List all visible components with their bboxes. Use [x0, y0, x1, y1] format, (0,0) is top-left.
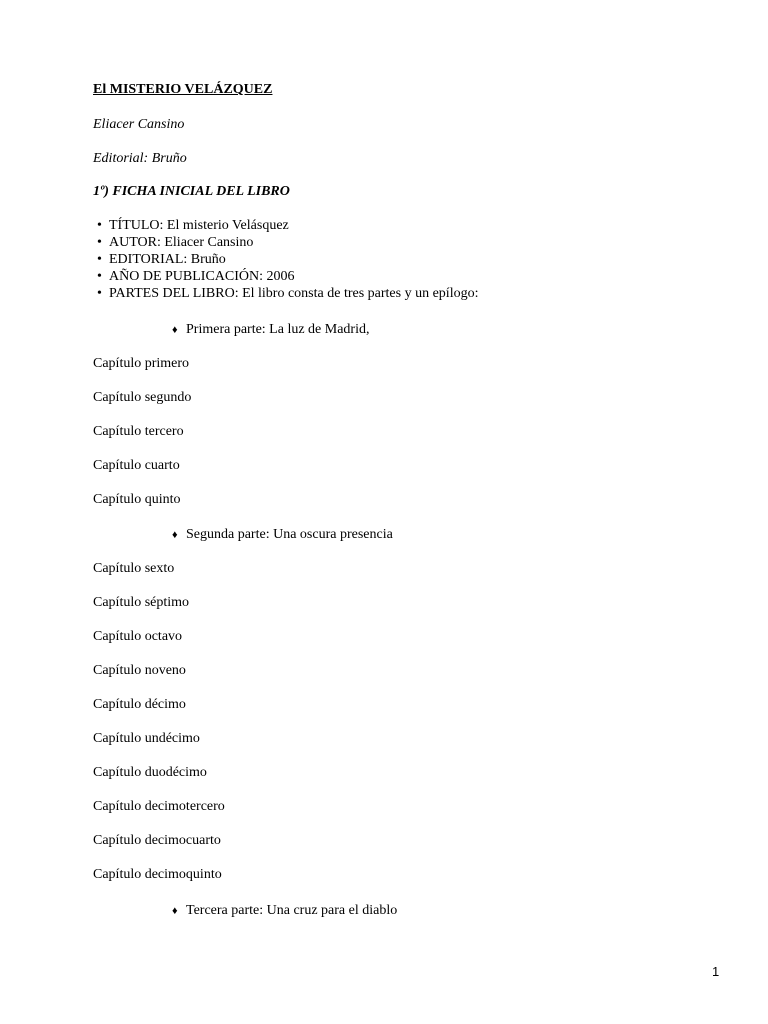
chapter-line: Capítulo noveno [93, 663, 186, 678]
publisher-line: Editorial: Bruño [93, 151, 187, 166]
chapter-line: Capítulo decimocuarto [93, 833, 221, 848]
section-heading: 1º) FICHA INICIAL DEL LIBRO [93, 184, 290, 199]
chapter-line: Capítulo decimotercero [93, 799, 225, 814]
chapter-line: Capítulo primero [93, 356, 190, 371]
part-heading-1 [172, 321, 369, 339]
book-info-list [97, 217, 478, 302]
chapter-line: Capítulo cuarto [93, 458, 180, 473]
bullet-text: TÍTULO: El misterio Velásquez [109, 218, 289, 233]
page-number: 1 [712, 964, 720, 979]
chapter-line: Capítulo octavo [93, 629, 183, 644]
chapter-line: Capítulo decimoquinto [93, 867, 222, 882]
document-title: El MISTERIO VELÁZQUEZ [93, 82, 273, 97]
part-label: Primera parte: La luz de Madrid, [186, 322, 370, 337]
part-label: Segunda parte: Una oscura presencia [186, 527, 393, 542]
list-item [97, 285, 478, 302]
chapter-line: Capítulo décimo [93, 697, 186, 712]
list-item [97, 268, 478, 285]
chapter-line: Capítulo séptimo [93, 595, 190, 610]
chapter-line: Capítulo undécimo [93, 731, 200, 746]
bullet-icon: • [97, 235, 102, 250]
list-item [97, 217, 478, 234]
list-item [97, 251, 478, 268]
chapter-line: Capítulo segundo [93, 390, 192, 405]
bullet-text: AUTOR: Eliacer Cansino [109, 235, 254, 250]
part-heading-3 [172, 902, 397, 920]
bullet-icon: • [97, 252, 102, 267]
chapter-line: Capítulo sexto [93, 561, 175, 576]
diamond-icon: ♦ [172, 905, 178, 917]
bullet-icon: • [97, 286, 102, 301]
diamond-icon: ♦ [172, 529, 178, 541]
bullet-icon: • [97, 218, 102, 233]
bullet-text: AÑO DE PUBLICACIÓN: 2006 [109, 269, 295, 284]
bullet-text: PARTES DEL LIBRO: El libro consta de tres partes y un epílogo: [109, 286, 479, 301]
author-line: Eliacer Cansino [93, 117, 185, 132]
chapter-line: Capítulo quinto [93, 492, 181, 507]
part-label: Tercera parte: Una cruz para el diablo [186, 903, 398, 918]
part-heading-2 [172, 526, 393, 544]
list-item [97, 234, 478, 251]
bullet-text: EDITORIAL: Bruño [109, 252, 226, 267]
bullet-icon: • [97, 269, 102, 284]
chapter-line: Capítulo duodécimo [93, 765, 207, 780]
chapter-line: Capítulo tercero [93, 424, 184, 439]
diamond-icon: ♦ [172, 324, 178, 336]
